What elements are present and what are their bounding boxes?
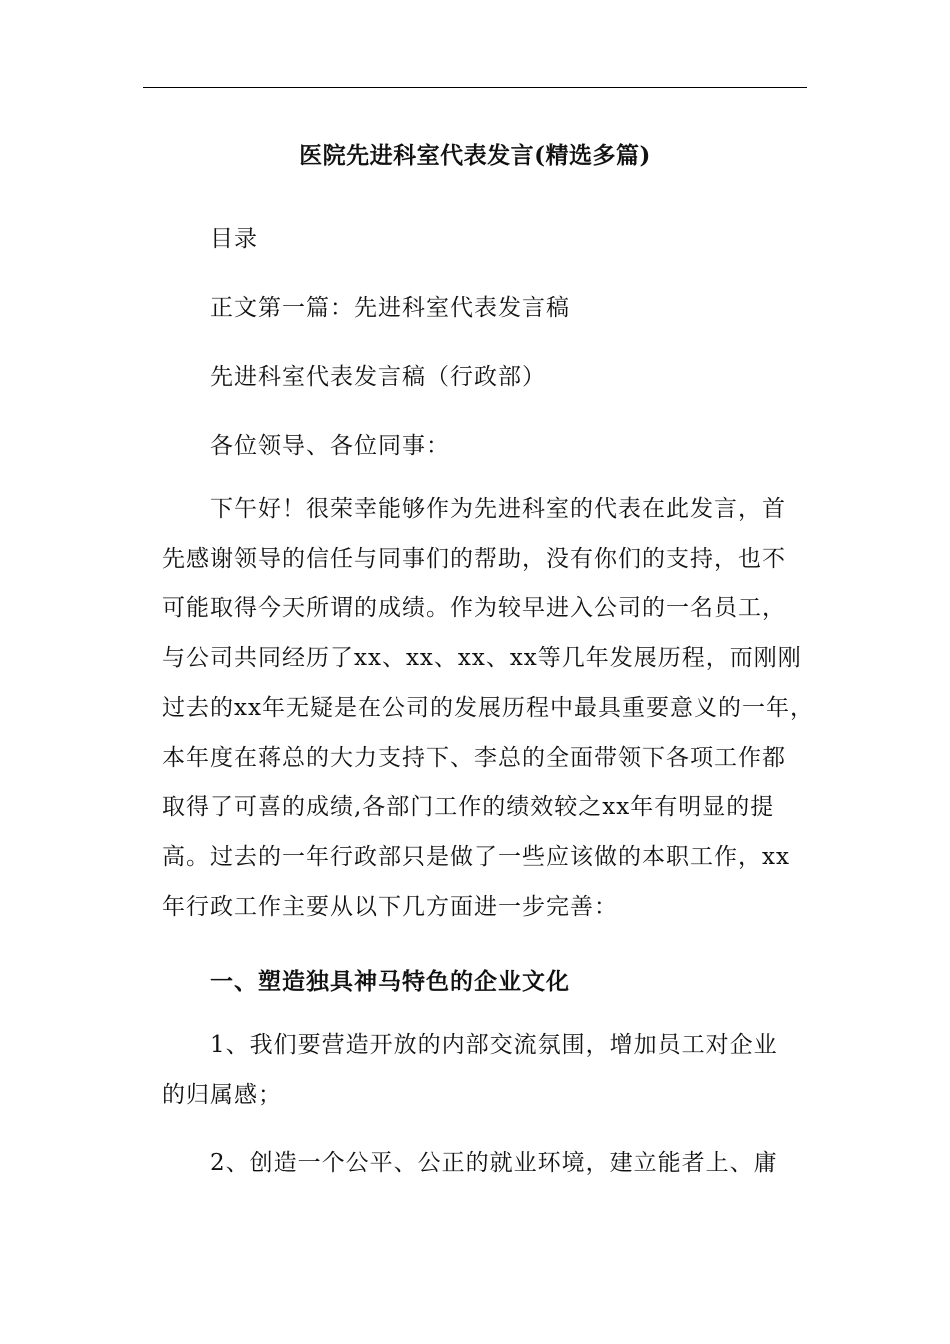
paragraph-line: 与公司共同经历了xx、xx、xx、xx等几年发展历程，而刚刚 (162, 645, 802, 672)
paragraph-line: 过去的xx年无疑是在公司的发展历程中最具重要意义的一年， (162, 694, 814, 721)
paragraph-line: 取得了可喜的成绩,各部门工作的绩效较之xx年有明显的提 (162, 794, 775, 821)
speech-title: 先进科室代表发言稿（行政部） (210, 364, 546, 390)
paragraph-line: 先感谢领导的信任与同事们的帮助，没有你们的支持，也不 (162, 545, 786, 572)
paragraph-line: 高。过去的一年行政部只是做了一些应该做的本职工作，xx (162, 843, 790, 870)
list-item-1 (162, 1021, 802, 1120)
paragraph-line: 可能取得今天所谓的成绩。作为较早进入公司的一名员工， (162, 595, 786, 622)
document-title: 医院先进科室代表发言(精选多篇) (299, 142, 651, 169)
section-title: 正文第一篇：先进科室代表发言稿 (210, 295, 570, 321)
list-item-2 (162, 1139, 802, 1189)
paragraph-line: 年行政工作主要从以下几方面进一步完善： (162, 893, 618, 920)
section-heading-1: 一、塑造独具神马特色的企业文化 (210, 968, 570, 995)
paragraph-line: 2、创造一个公平、公正的就业环境，建立能者上、庸 (210, 1150, 778, 1176)
salutation: 各位领导、各位同事： (210, 433, 450, 459)
header-rule (143, 87, 807, 88)
paragraph-1 (162, 485, 814, 932)
paragraph-line: 1、我们要营造开放的内部交流氛围，增加员工对企业 (210, 1032, 778, 1058)
paragraph-line: 下午好！很荣幸能够作为先进科室的代表在此发言，首 (210, 496, 786, 522)
toc-label: 目录 (210, 226, 258, 252)
paragraph-line: 本年度在蒋总的大力支持下、李总的全面带领下各项工作都 (162, 744, 786, 771)
paragraph-line: 的归属感； (162, 1081, 282, 1108)
